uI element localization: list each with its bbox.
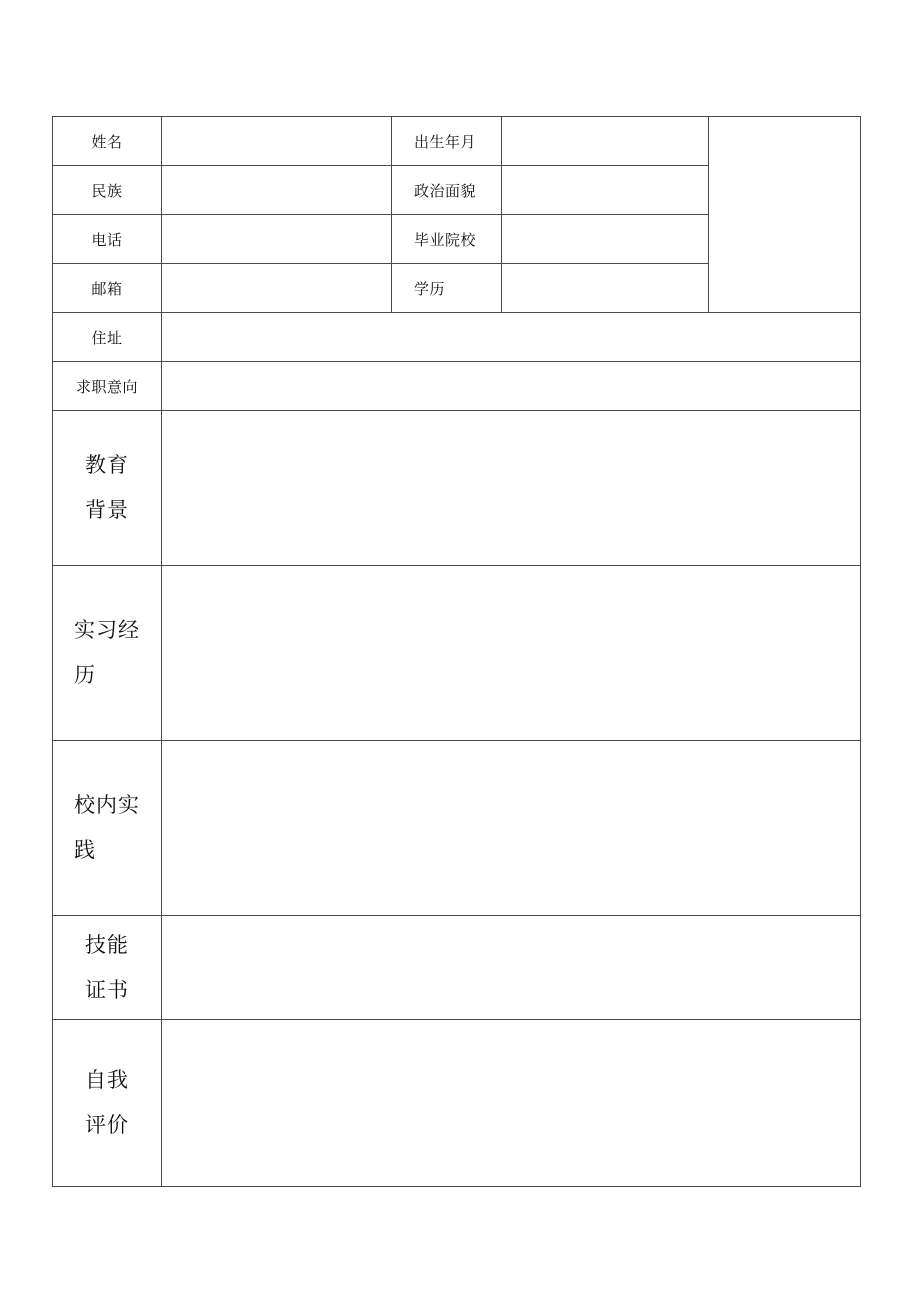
email-field[interactable] xyxy=(162,264,391,312)
label-political-status: 政治面貌 xyxy=(414,181,477,200)
label-school: 毕业院校 xyxy=(414,230,477,249)
section-internship-label-cell xyxy=(53,566,161,740)
section-skills-label-cell xyxy=(53,916,161,1019)
section-internship-label: 实习经历 xyxy=(74,618,140,687)
job-objective-field[interactable] xyxy=(162,362,860,410)
label-email: 邮箱 xyxy=(91,279,123,298)
label-degree: 学历 xyxy=(414,279,446,298)
photo-box[interactable] xyxy=(709,117,860,312)
ethnicity-field[interactable] xyxy=(162,166,391,214)
table-border-bottom xyxy=(52,1186,861,1187)
label-job-objective: 求职意向 xyxy=(75,377,138,396)
campus-practice-field[interactable] xyxy=(162,741,860,915)
section-education-label: 教育背景 xyxy=(85,453,129,522)
table-border-right xyxy=(860,116,861,1187)
self-evaluation-field[interactable] xyxy=(162,1020,860,1186)
internship-field[interactable] xyxy=(162,566,860,740)
skills-field[interactable] xyxy=(162,916,860,1019)
label-ethnicity: 民族 xyxy=(91,181,123,200)
section-campus-label-cell xyxy=(53,741,161,915)
section-campus-practice-label: 校内实践 xyxy=(74,793,140,862)
phone-field[interactable] xyxy=(162,215,391,263)
birth-date-field[interactable] xyxy=(502,117,708,165)
political-status-field[interactable] xyxy=(502,166,708,214)
label-birth-date: 出生年月 xyxy=(414,132,477,151)
label-address: 住址 xyxy=(91,328,123,347)
school-field[interactable] xyxy=(502,215,708,263)
address-field[interactable] xyxy=(162,313,860,361)
section-skills-label: 技能证书 xyxy=(85,932,129,1002)
name-field[interactable] xyxy=(162,117,391,165)
label-phone: 电话 xyxy=(91,230,123,249)
section-education-label-cell xyxy=(53,411,161,565)
degree-field[interactable] xyxy=(502,264,708,312)
section-self-evaluation-label: 自我评价 xyxy=(85,1068,129,1137)
label-name: 姓名 xyxy=(91,132,123,151)
section-evaluation-label-cell xyxy=(53,1020,161,1186)
education-field[interactable] xyxy=(162,411,860,565)
